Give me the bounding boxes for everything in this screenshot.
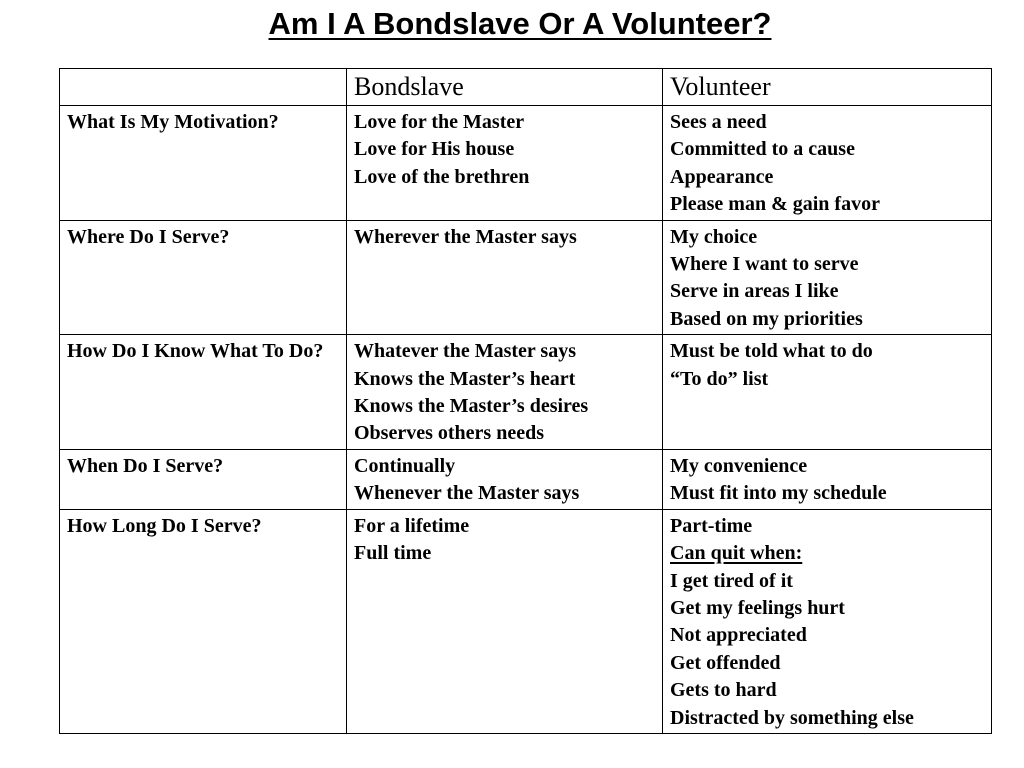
volunteer-item: My choice xyxy=(670,225,758,248)
bondslave-item: Full time xyxy=(354,542,432,565)
question-cell xyxy=(60,106,347,221)
volunteer-item: Get offended xyxy=(670,651,781,674)
volunteer-subheading: Can quit when: xyxy=(670,542,803,565)
bondslave-item: For a lifetime xyxy=(354,514,470,537)
table-header-row xyxy=(60,69,992,106)
bondslave-cell xyxy=(347,509,663,733)
bondslave-cell xyxy=(347,449,663,509)
bondslave-item: Knows the Master’s heart xyxy=(354,367,576,390)
bondslave-item: Love for the Master xyxy=(354,111,525,133)
question-cell xyxy=(60,509,347,733)
table-row xyxy=(60,220,992,335)
volunteer-item: Not appreciated xyxy=(670,624,807,647)
bondslave-item: Observes others needs xyxy=(354,422,544,445)
question-label: How Long Do I Serve? xyxy=(67,514,262,537)
volunteer-item: Distracted by something else xyxy=(670,706,914,729)
bondslave-item: Continually xyxy=(354,454,456,477)
bondslave-item: Wherever the Master says xyxy=(354,225,577,248)
volunteer-item: Please man & gain favor xyxy=(670,193,880,216)
volunteer-item: Based on my priorities xyxy=(670,307,863,330)
volunteer-item: Sees a need xyxy=(670,111,767,133)
header-volunteer: Volunteer xyxy=(663,69,992,106)
volunteer-item: Part-time xyxy=(670,514,753,537)
bondslave-item: Whenever the Master says xyxy=(354,482,580,505)
question-cell xyxy=(60,220,347,335)
table-row xyxy=(60,449,992,509)
header-blank xyxy=(60,69,347,106)
question-cell xyxy=(60,449,347,509)
volunteer-item: Must fit into my schedule xyxy=(670,482,887,505)
volunteer-cell xyxy=(663,449,992,509)
volunteer-item: Appearance xyxy=(670,165,774,188)
volunteer-item: My convenience xyxy=(670,454,808,477)
bondslave-cell xyxy=(347,335,663,450)
volunteer-cell xyxy=(663,220,992,335)
volunteer-cell xyxy=(663,335,992,450)
question-label: How Do I Know What To Do? xyxy=(67,340,324,363)
volunteer-cell xyxy=(663,106,992,221)
volunteer-item: Where I want to serve xyxy=(670,253,859,276)
bondslave-cell xyxy=(347,220,663,335)
bondslave-item: Whatever the Master says xyxy=(354,340,576,363)
volunteer-item: Serve in areas I like xyxy=(670,280,839,303)
volunteer-item: “To do” list xyxy=(670,367,769,390)
bondslave-item: Love for His house xyxy=(354,138,515,161)
table-row xyxy=(60,509,992,733)
comparison-table xyxy=(59,68,992,734)
bondslave-item: Knows the Master’s desires xyxy=(354,395,589,418)
header-bondslave: Bondslave xyxy=(347,69,663,106)
bondslave-item: Love of the brethren xyxy=(354,165,530,188)
table-row xyxy=(60,335,992,450)
bondslave-cell xyxy=(347,106,663,221)
page-title: Am I A Bondslave Or A Volunteer? xyxy=(268,6,772,41)
volunteer-item: Committed to a cause xyxy=(670,138,855,161)
volunteer-cell xyxy=(663,509,992,733)
volunteer-item: Gets to hard xyxy=(670,679,777,702)
volunteer-item: I get tired of it xyxy=(670,569,793,592)
question-label: Where Do I Serve? xyxy=(67,225,230,248)
volunteer-item: Get my feelings hurt xyxy=(670,596,845,619)
question-cell xyxy=(60,335,347,450)
question-label: When Do I Serve? xyxy=(67,454,224,477)
table-row xyxy=(60,106,992,221)
volunteer-item: Must be told what to do xyxy=(670,340,873,363)
question-label: What Is My Motivation? xyxy=(67,111,279,133)
